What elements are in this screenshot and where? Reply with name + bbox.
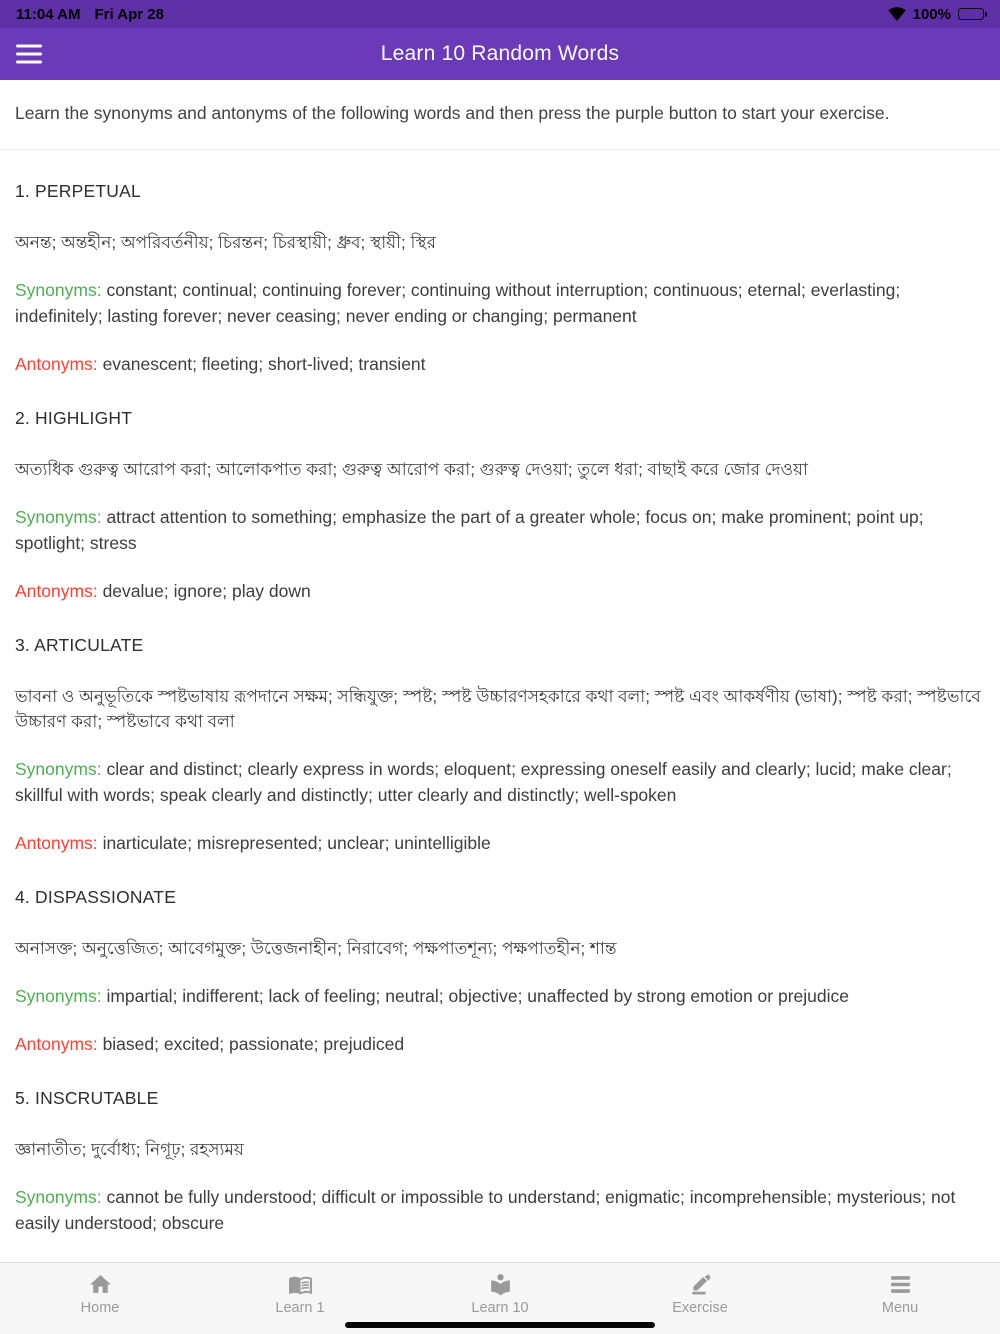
synonyms-label: Synonyms: [15,986,102,1006]
antonyms-text: devalue; ignore; play down [102,581,311,601]
word-section-2 [15,408,985,604]
tab-label: Exercise [672,1300,728,1316]
word-section-3 [15,635,985,856]
antonyms-label: Antonyms: [15,581,98,601]
word-bengali-meaning: অত্যধিক গুরুত্ব আরোপ করা; আলোকপাত করা; গুরুত্ব আরোপ করা; গুরুত্ব দেওয়া; তুলে ধরা; বাছাই করে জোর দেওয়া [15,460,808,479]
antonyms-line [15,830,985,856]
app-header [0,28,1000,80]
tab-learn-10[interactable] [400,1272,600,1316]
word-title: 1. PERPETUAL [15,181,141,201]
tab-label: Learn 1 [275,1300,325,1316]
synonyms-text: clear and distinct; clearly express in words; eloquent; expressing oneself easily and clearly; lucid; make clear; skillful with words; speak clearly and distinctly; utter clearly and distinctly; well-spoken [15,759,952,805]
status-time: 11:04 AM [16,5,81,23]
word-title: 5. INSCRUTABLE [15,1088,159,1108]
antonyms-label: Antonyms: [15,354,98,374]
antonyms-label: Antonyms: [15,833,98,853]
tab-learn-1[interactable] [200,1272,400,1316]
tab-label: Home [80,1300,120,1316]
menu-lines-icon [888,1272,913,1297]
tab-home[interactable] [0,1272,200,1316]
page-title: Learn 10 Random Words [380,42,620,65]
antonyms-text: inarticulate; misrepresented; unclear; unintelligible [102,833,491,853]
wifi-icon [888,7,906,21]
synonyms-label: Synonyms: [15,759,102,779]
home-icon [88,1272,113,1297]
antonyms-text: biased; excited; passionate; prejudiced [102,1034,405,1054]
hamburger-menu-icon[interactable] [16,45,42,64]
library-reader-icon [488,1272,513,1297]
battery-percent: 100% [912,5,951,23]
synonyms-text: cannot be fully understood; difficult or impossible to understand; enigmatic; incomprehensible; mysterious; not easily understood; obscure [15,1187,956,1233]
synonyms-text: attract attention to something; emphasize the part of a greater whole; focus on; make prominent; point up; spotlight; stress [15,507,924,553]
word-title: 4. DISPASSIONATE [15,887,177,907]
synonyms-label: Synonyms: [15,507,102,527]
word-bengali-meaning: অনন্ত; অন্তহীন; অপরিবর্তনীয়; চিরন্তন; চিরস্থায়ী; ধ্রুব; স্থায়ী; স্থির [15,233,436,252]
synonyms-text: impartial; indifferent; lack of feeling; neutral; objective; unaffected by strong emotion or prejudice [106,986,849,1006]
open-book-icon [288,1272,313,1297]
synonyms-line [15,277,985,329]
content-area [0,101,1000,1284]
word-bengali-meaning: ভাবনা ও অনুভূতিকে স্পষ্টভাষায় রূপদানে সক্ষম; সন্ধিযুক্ত; স্পষ্ট; স্পষ্ট উচ্চারণসহকারে কথা বলা; স্পষ্ট এবং আকর্ষণীয় (ভাষা); স্পষ্ট করা; স্পষ্টভাবে উচ্চারণ করা; স্পষ্টভাবে কথা বলা [15,687,981,731]
synonyms-line [15,504,985,556]
word-bengali-meaning: জ্ঞানাতীত; দুর্বোধ্য; নিগূঢ়; রহস্যময় [15,1140,244,1159]
synonyms-line [15,756,985,808]
tab-label: Menu [881,1300,919,1316]
antonyms-line [15,1031,985,1057]
home-indicator[interactable] [345,1322,655,1328]
synonyms-line [15,1184,985,1236]
tab-exercise[interactable] [600,1272,800,1316]
word-section-4 [15,887,985,1057]
status-bar [0,0,1000,28]
synonyms-line [15,983,985,1009]
word-bengali-meaning: অনাসক্ত; অনুত্তেজিত; আবেগমুক্ত; উত্তেজনাহীন; নিরাবেগ; পক্ষপাতশূন্য; পক্ষপাতহীন; শান্ত [15,939,617,958]
status-date: Fri Apr 28 [94,5,164,23]
divider [0,149,1000,150]
antonyms-line [15,351,985,377]
word-title: 3. ARTICULATE [15,635,144,655]
tab-menu[interactable] [800,1272,1000,1316]
word-section-5 [15,1088,985,1284]
tab-label: Learn 10 [471,1300,529,1316]
word-title: 2. HIGHLIGHT [15,408,133,428]
antonyms-line [15,578,985,604]
antonyms-text: evanescent; fleeting; short-lived; transient [102,354,426,374]
antonyms-label: Antonyms: [15,1034,98,1054]
synonyms-text: constant; continual; continuing forever; continuing without interruption; continuous; eternal; everlasting; indefinitely; lasting forever; never ceasing; never ending or changing; permanent [15,280,901,326]
battery-icon [958,8,984,20]
pencil-icon [688,1272,713,1297]
synonyms-label: Synonyms: [15,280,102,300]
synonyms-label: Synonyms: [15,1187,102,1207]
word-section-1 [15,181,985,377]
intro-text: Learn the synonyms and antonyms of the following words and then press the purple button to start your exercise. [15,103,890,123]
